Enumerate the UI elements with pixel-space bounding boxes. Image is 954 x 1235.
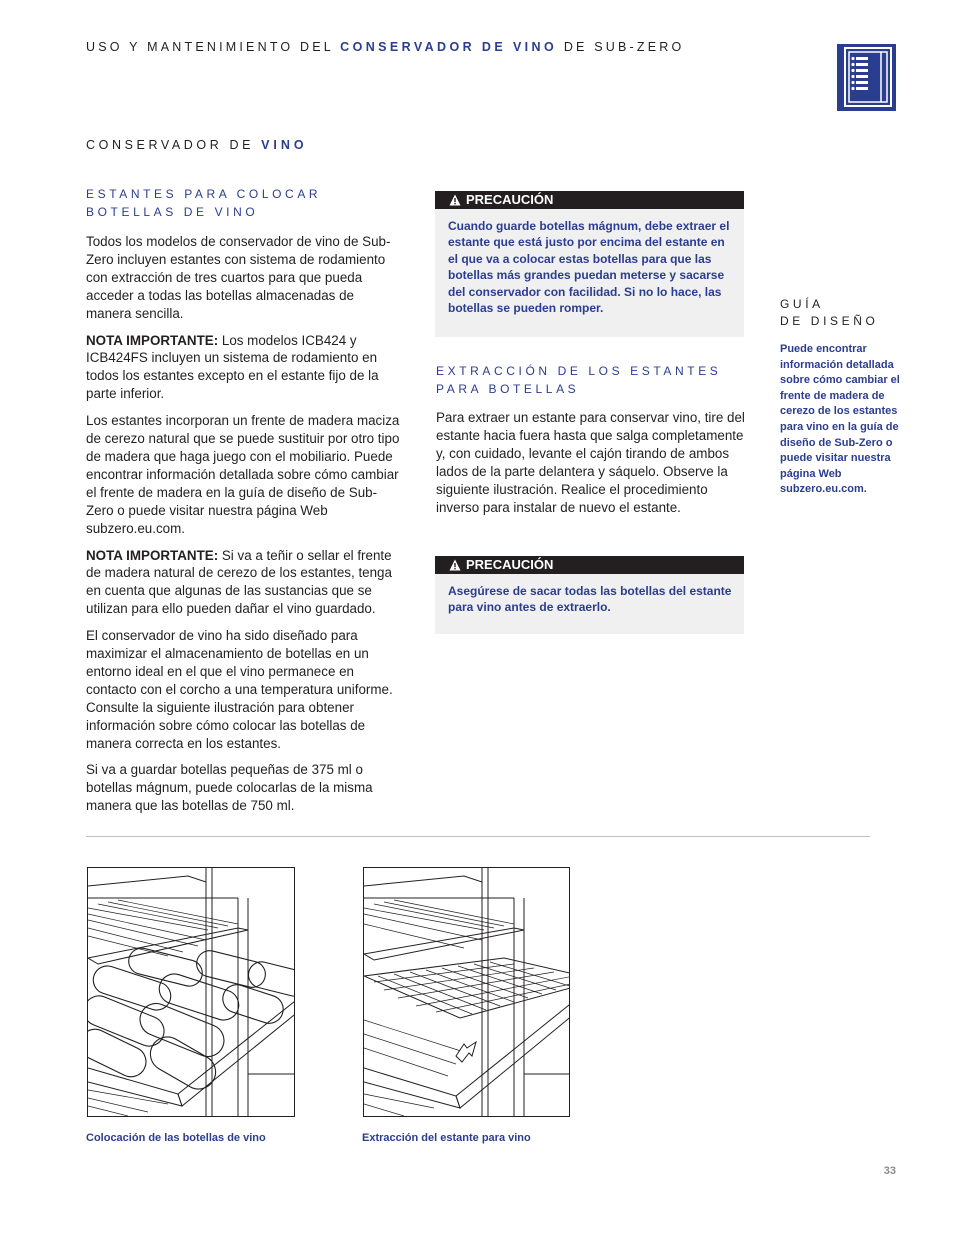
paragraph: Para extraer un estante para conservar vino, tire del estante hacia fuera hasta que salga completamente y, con cuidado, levante el cajón tirando de ambos lados de la parte delantera y sáquelo. Observe la siguiente ilustración. Realice el procedimiento inverso para instalar de nuevo el estante. xyxy=(436,410,745,515)
header-prefix: USO Y MANTENIMIENTO DEL xyxy=(86,40,334,54)
left-column xyxy=(86,185,401,824)
caution-bar xyxy=(435,556,744,574)
paragraph: Todos los modelos de conservador de vino de Sub-Zero incluyen estantes con sistema de rodamiento con extracción de tres cuartos para que pueda acceder a todas las botellas almacenadas de manera sencilla. xyxy=(86,234,391,321)
page-number: 33 xyxy=(883,1165,896,1177)
sidebar-text: Puede encontrar información detallada sobre cómo cambiar el frente de madera de cerezo de los estantes para vino en la guía de diseño de Sub-Zero o puede visitar nuestra página Web subzero.eu.com. xyxy=(780,343,900,496)
lift-arrow-icon xyxy=(456,1042,476,1062)
section-prefix: CONSERVADOR DE xyxy=(86,138,255,152)
figure-caption-placement: Colocación de las botellas de vino xyxy=(86,1132,266,1144)
note-label: NOTA IMPORTANTE: xyxy=(86,332,219,348)
note-label: NOTA IMPORTANTE: xyxy=(86,547,219,563)
header-highlight: CONSERVADOR DE VINO xyxy=(340,40,558,54)
section-title xyxy=(86,138,308,152)
note-text: Los modelos ICB424 y ICB424FS incluyen un sistema de rodamiento en todos los estantes excepto en el estante fijo de la parte inferior. xyxy=(86,332,379,402)
warning-triangle-icon xyxy=(449,559,461,571)
running-header xyxy=(86,40,684,54)
design-guide-sidebar xyxy=(780,296,905,498)
paragraph xyxy=(86,547,401,619)
paragraph: Si va a guardar botellas pequeñas de 375 ml o botellas mágnum, puede colocarlas de la misma manera que las botellas de 750 ml. xyxy=(86,762,373,814)
caution-box-magnum xyxy=(435,191,744,337)
caution-title: PRECAUCIÓN xyxy=(466,557,554,572)
wine-cabinet-icon xyxy=(836,43,897,112)
caution-box-remove xyxy=(435,556,744,634)
shelf-removal-illustration xyxy=(363,867,570,1117)
caution-bar xyxy=(435,191,744,209)
header-suffix: DE SUB-ZERO xyxy=(563,40,685,54)
sidebar-heading-line1: GUÍA xyxy=(780,297,824,311)
paragraph: El conservador de vino ha sido diseñado para maximizar el almacenamiento de botellas en un entorno ideal en el que el vino permanece en contacto con el corcho a una temperatura uniforme. Consulte la siguiente ilustración para obtener información sobre cómo colocar las botellas de manera correcta en los estantes. xyxy=(86,628,393,751)
paragraph: Los estantes incorporan un frente de madera maciza de cerezo natural que se puede sustituir por otro tipo de madera que haga juego con el mobiliario. Puede encontrar información detallada sobre cómo cambiar el frente de madera en la guía de diseño de Sub-Zero o puede visitar nuestra página Web subzero.eu.com. xyxy=(86,413,400,536)
section-highlight: VINO xyxy=(261,138,308,152)
figure-caption-removal: Extracción del estante para vino xyxy=(362,1132,531,1144)
sidebar-heading-line2: DE DISEÑO xyxy=(780,314,879,328)
middle-heading: EXTRACCIÓN DE LOS ESTANTES PARA BOTELLAS xyxy=(436,364,722,396)
divider xyxy=(86,836,870,837)
warning-triangle-icon xyxy=(449,194,461,206)
caution-text: Asegúrese de sacar todas las botellas del estante para vino antes de extraerlo. xyxy=(448,584,732,615)
caution-title: PRECAUCIÓN xyxy=(466,192,554,207)
bottle-placement-illustration xyxy=(87,867,295,1117)
left-body xyxy=(86,233,401,815)
caution-text: Cuando guarde botellas mágnum, debe extraer el estante que está justo por encima del estante en el que va a colocar estas botellas para que las botellas más grandes puedan meterse y sacarse del conservador con facilidad. Si no lo hace, las botellas se pueden romper. xyxy=(448,219,730,316)
middle-body xyxy=(436,409,754,525)
paragraph xyxy=(86,332,401,404)
left-heading: ESTANTES PARA COLOCAR BOTELLAS DE VINO xyxy=(86,187,322,219)
note-text: Si va a teñir o sellar el frente de madera natural de cerezo de los estantes, tenga en cuenta que algunas de las sustancias que se utilizan para ello pueden dañar el vino guardado. xyxy=(86,547,392,617)
